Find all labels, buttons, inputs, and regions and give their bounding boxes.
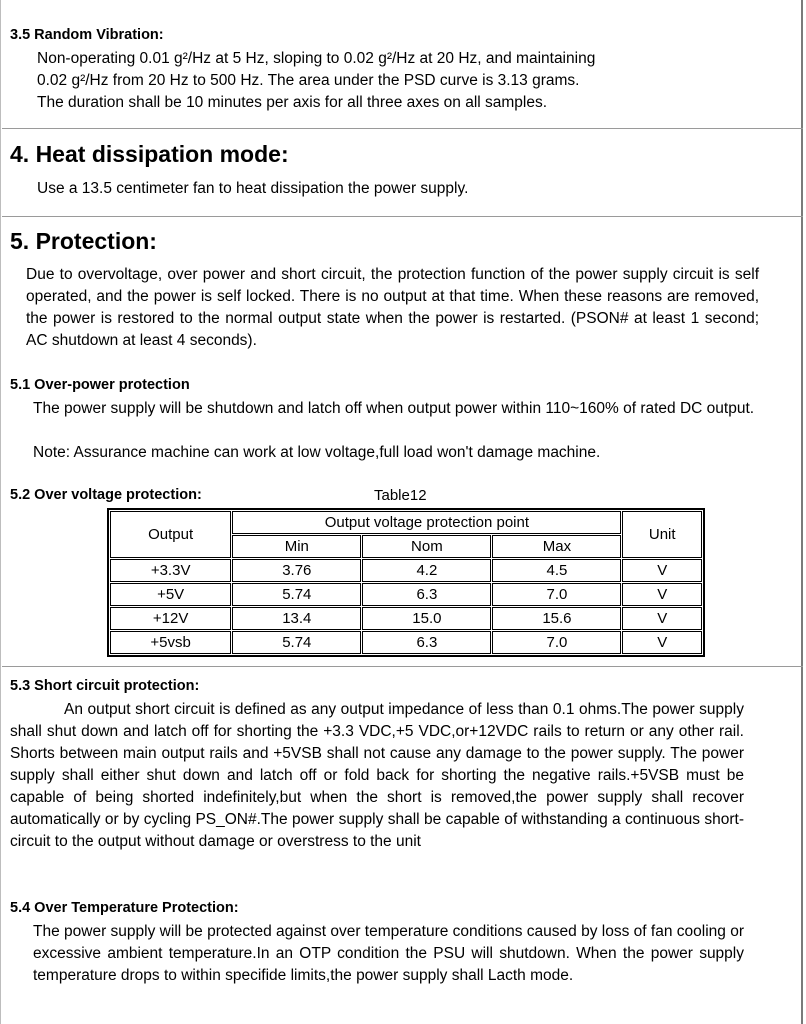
protection-table <box>107 508 705 657</box>
section-5-4-title: 5.4 Over Temperature Protection: <box>10 900 239 916</box>
header-min: Min <box>232 535 361 558</box>
cell-nom: 6.3 <box>362 631 491 654</box>
section-5-1-title: 5.1 Over-power protection <box>10 377 190 393</box>
section-3-5-line-2: 0.02 g²/Hz from 20 Hz to 500 Hz. The area under the PSD curve is 3.13 grams. <box>37 72 580 89</box>
cell-output: +3.3V <box>110 559 231 582</box>
header-max: Max <box>492 535 621 558</box>
section-5-1-text: The power supply will be shutdown and latch off when output power within 110~160% of rated DC output. <box>33 400 755 417</box>
table-row <box>110 631 702 654</box>
table-row <box>110 583 702 606</box>
cell-min: 3.76 <box>232 559 361 582</box>
section-divider <box>2 128 803 129</box>
cell-nom: 4.2 <box>362 559 491 582</box>
section-3-5-line-3: The duration shall be 10 minutes per axis for all three axes on all samples. <box>37 94 548 111</box>
section-5-3-text: An output short circuit is defined as any output impedance of less than 0.1 ohms.The power supply shall shut down and latch off for shorting the +3.3 VDC,+5 VDC,or+12VDC rails to return or any other rail. Shorts between main output rails and +5VSB shall not cause any damage to the power supply. The power supply shall either shut down and latch off or fold back for shorting the negative rails.+5VSB must be capable of being shorted indefinitely,but when the short is removed,the power supply shall recover automatically or by cycling PS_ON#.The power supply shall be capable of withstanding a continuous short-circuit to the output without damage or overstress to the unit <box>10 701 744 850</box>
section-divider <box>2 666 803 667</box>
table-caption: Table12 <box>374 487 427 504</box>
cell-min: 5.74 <box>232 583 361 606</box>
section-divider <box>2 216 803 217</box>
cell-output: +5V <box>110 583 231 606</box>
cell-nom: 15.0 <box>362 607 491 630</box>
header-unit: Unit <box>622 511 702 558</box>
cell-output: +5vsb <box>110 631 231 654</box>
table-row <box>110 559 702 582</box>
cell-min: 13.4 <box>232 607 361 630</box>
cell-unit: V <box>622 607 702 630</box>
section-3-5-line-1: Non-operating 0.01 g²/Hz at 5 Hz, sloping to 0.02 g²/Hz at 20 Hz, and maintaining <box>37 50 596 67</box>
cell-unit: V <box>622 559 702 582</box>
section-3-5-text <box>37 48 777 114</box>
table-row <box>110 607 702 630</box>
section-5-2-title: 5.2 Over voltage protection: <box>10 487 202 503</box>
section-5-1-note: Note: Assurance machine can work at low voltage,full load won't damage machine. <box>33 444 601 461</box>
section-5-text: Due to overvoltage, over power and short circuit, the protection function of the power supply circuit is self operated, and the power is self locked. There is no output at that time. When these reasons are removed, the power is restored to the normal output state when the power is restarted. (PSON# at least 1 second; AC shutdown at least 4 seconds). <box>26 266 759 349</box>
cell-unit: V <box>622 631 702 654</box>
section-4-title: 4. Heat dissipation mode: <box>10 141 289 167</box>
header-protection-point: Output voltage protection point <box>232 511 621 534</box>
cell-output: +12V <box>110 607 231 630</box>
cell-max: 7.0 <box>492 583 621 606</box>
cell-max: 4.5 <box>492 559 621 582</box>
cell-min: 5.74 <box>232 631 361 654</box>
header-output: Output <box>110 511 231 558</box>
section-3-5-title: 3.5 Random Vibration: <box>10 27 164 43</box>
section-5-4-text: The power supply will be protected against over temperature conditions caused by loss of fan cooling or excessive ambient temperature.In an OTP condition the PSU will shutdown. When the power supply temperature drops to within specifide limits,the power supply shall Lacth mode. <box>33 923 744 984</box>
table-header-row <box>110 511 702 534</box>
cell-unit: V <box>622 583 702 606</box>
section-5-3-title: 5.3 Short circuit protection: <box>10 678 200 694</box>
cell-nom: 6.3 <box>362 583 491 606</box>
cell-max: 15.6 <box>492 607 621 630</box>
cell-max: 7.0 <box>492 631 621 654</box>
header-nom: Nom <box>362 535 491 558</box>
section-5-title: 5. Protection: <box>10 228 157 254</box>
section-4-text: Use a 13.5 centimeter fan to heat dissipation the power supply. <box>37 180 469 197</box>
